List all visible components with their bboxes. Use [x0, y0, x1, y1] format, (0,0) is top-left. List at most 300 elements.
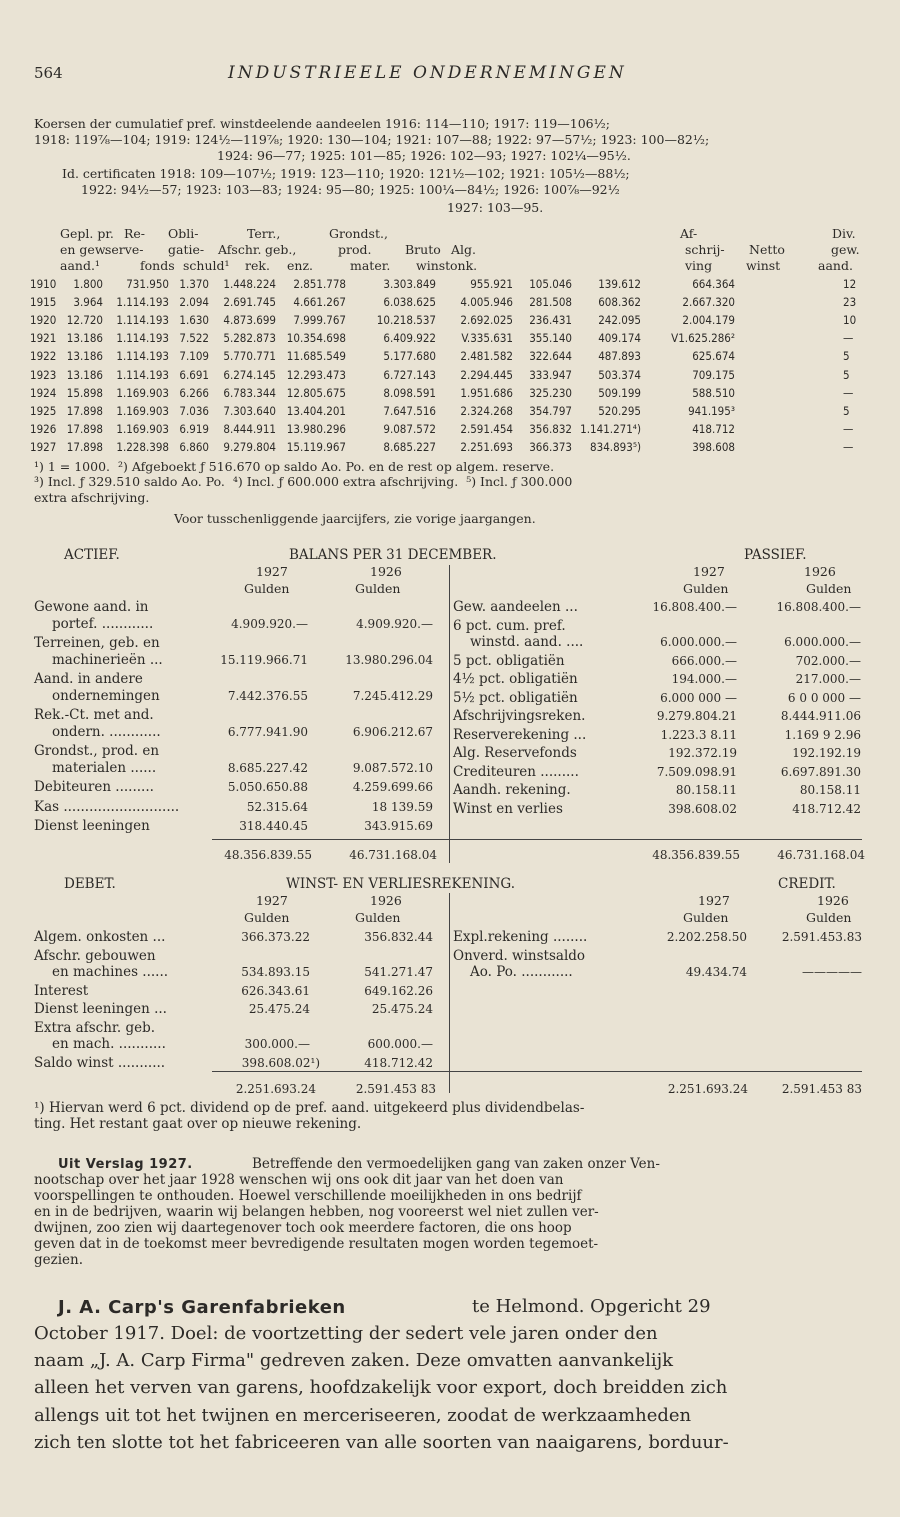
row-cell: 7.522	[179, 331, 209, 346]
winst-title: WINST- EN VERLIESREKENING.	[286, 876, 516, 892]
passief-1927: 6.000.000.—	[660, 635, 737, 649]
row-cell: —	[843, 439, 854, 454]
table-header-cell: Alg.	[451, 242, 476, 257]
table-header-cell: ving	[685, 258, 713, 273]
actief-1927: 15.119.966.71	[220, 652, 308, 667]
row-cell: 236.431	[529, 313, 572, 328]
row-cell: 6.919	[179, 421, 209, 436]
table-header-cell: onk.	[450, 258, 478, 273]
row-cell: 1.951.686	[460, 385, 513, 400]
table-header-cell: fonds	[140, 258, 175, 273]
debet-1927: 300.000.—	[244, 1037, 310, 1051]
passief-1927: 16.808.400.—	[652, 600, 737, 614]
passief-1927: 194.000.—	[671, 672, 737, 686]
row-cell: 1.630	[179, 313, 209, 328]
row-cell: 7.109	[179, 349, 209, 364]
actief-label: Debiteuren .........	[34, 779, 154, 795]
row-cell: 709.175	[692, 367, 735, 382]
table-header-cell: prod.	[338, 242, 372, 257]
row-cell: 6.266	[179, 385, 209, 400]
row-cell: 2.324.268	[460, 403, 513, 418]
actief-label: materialen ......	[52, 759, 157, 776]
table-header-cell: Re-	[124, 226, 146, 241]
passief-1927: 666.000.—	[671, 653, 737, 668]
row-cell: 608.362	[598, 295, 641, 310]
passief-label: Reserverekening ...	[453, 726, 587, 743]
row-cell: 625.674	[692, 349, 735, 364]
passief-1927: 398.608.02	[668, 801, 737, 816]
actief-1926: 9.087.572.10	[352, 760, 433, 775]
actief-label: ondernemingen	[52, 687, 160, 704]
row-cell: 5	[843, 367, 850, 382]
credit-total-1926: 2.591.453 83	[781, 1082, 862, 1096]
debet-label: Interest	[34, 982, 89, 999]
debet-1926: 25.475.24	[371, 1002, 433, 1016]
row-cell: 5.770.771	[223, 349, 276, 364]
actief-1926: 7.245.412.29	[352, 688, 433, 703]
table-header-cell: Grondst.,	[329, 226, 388, 241]
footnote-line: ¹) 1 = 1000. ²) Afgeboekt ƒ 516.670 op saldo Ao. Po. en de rest op algem. reserve.	[34, 459, 555, 474]
row-cell: 1.448.224	[223, 277, 276, 291]
year-label: 1926	[804, 564, 836, 579]
row-cell: 1.114.193	[116, 295, 169, 310]
row-year: 1910	[30, 277, 57, 291]
winst-footnote: ting. Het restant gaat over op nieuwe rekening.	[34, 1116, 362, 1132]
row-cell: 17.898	[66, 421, 103, 436]
table-header-cell: Div.	[832, 226, 856, 241]
row-cell: 17.898	[66, 403, 103, 418]
actief-1926: 4.259.699.66	[352, 780, 433, 794]
passief-1926: 418.712.42	[792, 801, 861, 816]
debet-label: Saldo winst ...........	[34, 1054, 166, 1071]
table-header-cell: Af-	[680, 226, 698, 241]
row-cell: —	[843, 331, 854, 346]
passief-label: 5 pct. obligatiën	[453, 652, 565, 669]
passief-1926: 8.444.911.06	[780, 709, 861, 723]
table-header-cell: schrij-	[685, 242, 725, 257]
row-cell: 1.169.903	[116, 421, 169, 436]
passief-1926: 217.000.—	[795, 672, 861, 686]
actief-1927: 7.442.376.55	[227, 688, 308, 703]
koersen-line: 1927: 103—95.	[447, 200, 544, 215]
debet-1926: 600.000.—	[367, 1037, 433, 1051]
passief-1926: 6 0 0 000 —	[787, 690, 861, 705]
passief-1926: 80.158.11	[799, 783, 861, 797]
passief-label: winstd. aand. ....	[470, 634, 584, 650]
row-cell: 520.295	[598, 403, 641, 418]
row-cell: 1.370	[179, 277, 209, 291]
row-cell: 139.612	[598, 277, 641, 291]
row-cell: 9.279.804	[223, 439, 276, 454]
row-year: 1926	[30, 421, 57, 436]
row-cell: 13.186	[66, 367, 103, 382]
row-year: 1921	[30, 331, 57, 346]
year-label: 1927	[693, 564, 725, 579]
row-year: 1924	[30, 385, 57, 400]
koersen-line: 1918: 119⅞—104; 1919: 124½—119⅞; 1920: 130—104; 1921: 107—88; 1922: 97—57½; 1923: 100—82½;	[34, 132, 710, 147]
row-cell: 6.274.145	[223, 367, 276, 382]
row-cell: 325.230	[529, 385, 572, 400]
table-header-cell: aand.	[818, 258, 853, 273]
actief-1927: 5.050.650.88	[227, 780, 308, 794]
footnote-line: extra afschrijving.	[34, 490, 150, 505]
row-cell: 23	[843, 295, 857, 310]
actief-label: machinerieën ...	[52, 651, 163, 668]
actief-1926: 13.980.296.04	[345, 652, 433, 667]
unit-label: Gulden	[683, 581, 729, 596]
actief-label: Dienst leeningen	[34, 818, 150, 834]
actief-total-1927: 48.356.839.55	[224, 848, 312, 862]
debet-1926: 418.712.42	[364, 1055, 433, 1070]
passief-label: Winst en verlies	[453, 800, 563, 817]
unit-label: Gulden	[244, 910, 290, 925]
debet-1927: 25.475.24	[248, 1002, 310, 1016]
actief-1927: 52.315.64	[246, 799, 308, 814]
passief-1927: 80.158.11	[675, 783, 737, 797]
passief-label: Gew. aandeelen ...	[453, 599, 578, 615]
row-cell: 8.098.591	[383, 385, 436, 400]
debet-1927: 626.343.61	[241, 983, 310, 998]
winst-left-title: DEBET.	[64, 876, 116, 892]
row-cell: 503.374	[598, 367, 641, 382]
koersen-line: Id. certificaten 1918: 109—107½; 1919: 123—110; 1920: 121½—102; 1921: 105½—88½;	[62, 166, 630, 181]
passief-label: 4½ pct. obligatiën	[453, 671, 578, 687]
winst-right-title: CREDIT.	[778, 876, 836, 892]
row-cell: 2.004.179	[682, 313, 735, 328]
row-cell: 2.691.745	[223, 295, 276, 310]
row-cell: 2.481.582	[460, 349, 513, 364]
row-cell: 12.293.473	[286, 367, 346, 382]
passief-label: 5½ pct. obligatiën	[453, 689, 578, 706]
row-cell: 1.228.398	[116, 439, 169, 454]
verslag-label: Uit Verslag 1927.	[58, 1157, 193, 1172]
row-cell: 398.608	[692, 439, 735, 454]
carp-line: allengs uit tot het twijnen en merceriseeren, zoodat de werkzaamheden	[34, 1405, 692, 1426]
actief-1926: 18 139.59	[371, 799, 433, 814]
row-cell: 5	[843, 403, 850, 418]
row-cell: 5.177.680	[383, 349, 436, 364]
table-header-cell: Afschr.	[218, 242, 262, 257]
actief-1926: 343.915.69	[364, 819, 433, 833]
row-cell: 1.800	[73, 277, 103, 291]
verslag-line: geven dat in de toekomst meer bevredigende resultaten mogen worden tegemoet-	[34, 1236, 599, 1252]
row-cell: 4.873.699	[223, 313, 276, 328]
row-cell: 333.947	[529, 367, 572, 382]
carp-line: alleen het verven van garens, hoofdzakelijk voor export, doch breidden zich	[34, 1377, 728, 1398]
credit-1927: 2.202.258.50	[666, 930, 747, 944]
row-cell: 356.832	[529, 421, 572, 436]
row-cell: 15.119.967	[286, 439, 346, 454]
unit-label: Gulden	[683, 910, 729, 925]
row-cell: 105.046	[529, 277, 572, 291]
actief-1927: 8.685.227.42	[227, 760, 308, 775]
table-header-cell: Netto	[749, 242, 785, 257]
passief-label: 6 pct. cum. pref.	[453, 617, 566, 634]
unit-label: Gulden	[244, 581, 290, 596]
row-cell: 664.364	[692, 277, 735, 291]
credit-label: Onverd. winstsaldo	[453, 947, 586, 964]
row-cell: 281.508	[529, 295, 572, 310]
row-cell: 9.087.572	[383, 421, 436, 436]
row-cell: 10.354.698	[286, 331, 346, 346]
row-cell: 17.898	[66, 439, 103, 454]
passief-1927: 6.000 000 —	[660, 690, 737, 705]
table-header-cell: mater.	[350, 258, 391, 273]
row-cell: 1.141.271⁴)	[580, 421, 641, 436]
passief-label: Afschrijvingsreken.	[453, 708, 586, 724]
debet-1926: 649.162.26	[364, 983, 433, 998]
winst-footnote: ¹) Hiervan werd 6 pct. dividend op de pref. aand. uitgekeerd plus dividendbelas-	[34, 1100, 585, 1116]
row-cell: 2.667.320	[682, 295, 735, 310]
row-cell: 3.964	[73, 295, 103, 310]
row-cell: 1.169.903	[116, 385, 169, 400]
passief-1927: 192.372.19	[668, 746, 737, 760]
row-cell: 3.303.849	[383, 277, 436, 291]
row-cell: 242.095	[598, 313, 641, 328]
row-cell: 588.510	[692, 385, 735, 400]
table-header-cell: gatie-	[168, 242, 205, 257]
row-cell: 354.797	[529, 403, 572, 418]
year-label: 1927	[698, 893, 730, 908]
row-year: 1923	[30, 367, 57, 382]
debet-1927: 366.373.22	[241, 930, 310, 944]
table-header-cell: geb.,	[265, 242, 297, 257]
balans-center-line	[449, 565, 450, 863]
row-year: 1927	[30, 439, 57, 454]
carp-line: zich ten slotte tot het fabriceeren van alle soorten van naaigarens, borduur-	[34, 1432, 729, 1453]
year-label: 1927	[256, 564, 288, 579]
credit-1927: 49.434.74	[685, 965, 747, 979]
passief-label: Aandh. rekening.	[453, 782, 571, 798]
row-year: 1922	[30, 349, 57, 364]
actief-label: Grondst., prod. en	[34, 743, 160, 759]
row-cell: 6.691	[179, 367, 209, 382]
row-cell: —	[843, 421, 854, 436]
row-cell: —	[843, 385, 854, 400]
footnote-line: ³) Incl. ƒ 329.510 saldo Ao. Po. ⁴) Incl. ƒ 600.000 extra afschrijving. ⁵) Incl. ƒ 300.000	[34, 474, 573, 489]
row-cell: 7.036	[179, 403, 209, 418]
debet-1926: 356.832.44	[364, 930, 433, 944]
koersen-line: 1922: 94½—57; 1923: 103—83; 1924: 95—80; 1925: 100¼—84½; 1926: 100⅞—92½	[81, 182, 620, 197]
balans-right-title: PASSIEF.	[744, 547, 807, 563]
table-header-cell: Terr.,	[247, 226, 281, 241]
year-label: 1927	[256, 893, 288, 908]
carp-line: te Helmond. Opgericht 29	[472, 1296, 711, 1317]
table-header-cell: Gepl. pr.	[60, 226, 114, 241]
row-cell: 418.712	[692, 421, 735, 436]
passief-label: Alg. Reservefonds	[453, 745, 577, 761]
row-cell: 6.038.625	[383, 295, 436, 310]
row-cell: 1.114.193	[116, 331, 169, 346]
actief-1927: 318.440.45	[239, 819, 308, 833]
unit-label: Gulden	[806, 581, 852, 596]
credit-total-1927: 2.251.693.24	[667, 1082, 748, 1096]
row-cell: 955.921	[470, 277, 513, 291]
row-cell: 1.114.193	[116, 367, 169, 382]
debet-label: en machines ......	[52, 964, 169, 980]
row-cell: V.335.631	[461, 331, 513, 346]
row-cell: 834.893⁵)	[590, 439, 641, 454]
year-label: 1926	[370, 564, 402, 579]
passief-1926: 6.697.891.30	[780, 764, 861, 779]
actief-1926: 4.909.920.—	[356, 616, 433, 631]
table-header-cell: rek.	[245, 258, 270, 273]
row-cell: 355.140	[529, 331, 572, 346]
koersen-line: Koersen der cumulatief pref. winstdeelende aandeelen 1916: 114—110; 1917: 119—106½;	[34, 116, 610, 131]
passief-total-1927: 48.356.839.55	[652, 848, 740, 862]
year-label: 1926	[817, 893, 849, 908]
table-header-cell: winst	[416, 258, 451, 273]
actief-label: ondern. ............	[52, 723, 161, 740]
actief-total-rule	[212, 839, 862, 840]
row-cell: 731.950	[126, 277, 169, 291]
debet-label: Dienst leeningen ...	[34, 1001, 167, 1017]
actief-label: Gewone aand. in	[34, 599, 149, 615]
running-title: INDUSTRIEELE ONDERNEMINGEN	[228, 63, 627, 83]
passief-1926: 1.169 9 2.96	[784, 727, 861, 742]
debet-total-1927: 2.251.693.24	[235, 1082, 316, 1096]
debet-label: Algem. onkosten ...	[34, 929, 166, 945]
row-cell: 5.282.873	[223, 331, 276, 346]
passief-1927: 1.223.3 8.11	[660, 727, 737, 742]
credit-1926: —————	[802, 965, 862, 979]
row-cell: V1.625.286²	[671, 331, 735, 346]
row-cell: 12	[843, 277, 857, 291]
unit-label: Gulden	[806, 910, 852, 925]
row-cell: 2.692.025	[460, 313, 513, 328]
row-cell: 13.404.201	[286, 403, 346, 418]
table-header-cell: winst	[746, 258, 781, 273]
year-label: 1926	[370, 893, 402, 908]
carp-line: naam „J. A. Carp Firma" gedreven zaken. Deze omvatten aanvankelijk	[34, 1350, 674, 1371]
passief-1927: 7.509.098.91	[656, 764, 737, 779]
row-cell: 941.195³	[688, 403, 735, 418]
passief-1926: 702.000.—	[795, 653, 861, 668]
carp-line: October 1917. Doel: de voortzetting der sedert vele jaren onder den	[34, 1323, 658, 1344]
passief-1926: 6.000.000.—	[784, 635, 861, 649]
row-cell: 6.409.922	[383, 331, 436, 346]
actief-label: Terreinen, geb. en	[34, 635, 160, 651]
debet-1927: 534.893.15	[241, 965, 310, 979]
balans-title: BALANS PER 31 DECEMBER.	[289, 547, 497, 563]
actief-label: portef. ............	[52, 615, 154, 632]
row-cell: 8.685.227	[383, 439, 436, 454]
passief-1926: 16.808.400.—	[776, 600, 861, 614]
credit-label: Expl.rekening ........	[453, 929, 588, 945]
row-cell: 2.294.445	[460, 367, 513, 382]
verslag-line: en in de bedrijven, waarin wij belangen hebben, nog vooreerst wel niet zullen ver-	[34, 1204, 599, 1220]
row-cell: 1.114.193	[116, 313, 169, 328]
passief-1926: 192.192.19	[792, 746, 861, 760]
koersen-line: 1924: 96—77; 1925: 101—85; 1926: 102—93; 1927: 102¼—95½.	[217, 148, 631, 163]
table-header-cell: Obli-	[168, 226, 199, 241]
row-cell: 6.783.344	[223, 385, 276, 400]
actief-label: Kas ...........................	[34, 798, 180, 815]
row-year: 1915	[30, 295, 57, 310]
row-cell: 10.218.537	[376, 313, 436, 328]
row-cell: 8.444.911	[223, 421, 276, 436]
table-note: Voor tusschenliggende jaarcijfers, zie vorige jaargangen.	[174, 511, 536, 526]
row-cell: 11.685.549	[286, 349, 346, 364]
actief-1927: 4.909.920.—	[231, 616, 308, 631]
row-cell: 2.851.778	[293, 277, 346, 291]
verslag-line: gezien.	[34, 1252, 84, 1268]
row-cell: 7.999.767	[293, 313, 346, 328]
row-cell: 13.186	[66, 331, 103, 346]
row-cell: 2.251.693	[460, 439, 513, 454]
row-cell: 487.893	[598, 349, 641, 364]
verslag-line: voorspellingen te onthouden. Hoewel verschillende moeilijkheden in ons bedrijf	[34, 1188, 582, 1204]
row-cell: 15.898	[66, 385, 103, 400]
debet-1927: 398.608.02¹)	[241, 1055, 320, 1070]
table-header-cell: en gew.	[60, 242, 109, 257]
row-cell: 4.661.267	[293, 295, 346, 310]
debet-1926: 541.271.47	[364, 965, 433, 979]
row-cell: 12.805.675	[286, 385, 346, 400]
unit-label: Gulden	[355, 581, 401, 596]
table-header-cell: aand.¹	[60, 258, 100, 273]
row-year: 1925	[30, 403, 57, 418]
debet-label: Afschr. gebouwen	[34, 947, 156, 964]
page-number: 564	[34, 64, 63, 82]
row-cell: 2.591.454	[460, 421, 513, 436]
passief-label: Crediteuren .........	[453, 763, 579, 780]
company-name: J. A. Carp's Garenfabrieken	[58, 1297, 346, 1318]
debet-label: Extra afschr. geb.	[34, 1019, 156, 1036]
actief-label: Aand. in andere	[34, 671, 143, 687]
row-cell: 10	[843, 313, 857, 328]
table-header-cell: enz.	[287, 258, 314, 273]
unit-label: Gulden	[355, 910, 401, 925]
verslag-line: nootschap over het jaar 1928 wenschen wij ons ook dit jaar van het doen van	[34, 1172, 564, 1188]
row-cell: 12.720	[66, 313, 103, 328]
row-year: 1920	[30, 313, 57, 328]
row-cell: 2.094	[179, 295, 209, 310]
row-cell: 7.303.640	[223, 403, 276, 418]
verslag-line: Betreffende den vermoedelijken gang van zaken onzer Ven-	[252, 1156, 660, 1172]
actief-total-1926: 46.731.168.04	[349, 848, 437, 862]
table-header-cell: Bruto	[405, 242, 441, 257]
winst-total-rule	[212, 1071, 862, 1072]
row-cell: 409.174	[598, 331, 641, 346]
table-header-cell: serve-	[105, 242, 144, 257]
row-cell: 13.186	[66, 349, 103, 364]
row-cell: 7.647.516	[383, 403, 436, 418]
row-cell: 509.199	[598, 385, 641, 400]
verslag-line: dwijnen, zoo zien wij daartegenover toch ook meerdere factoren, die ons hoop	[34, 1220, 572, 1236]
credit-label: Ao. Po. ............	[470, 964, 573, 980]
table-header-cell: gew.	[831, 242, 860, 257]
winst-center-line	[449, 893, 450, 1093]
row-cell: 6.727.143	[383, 367, 436, 382]
passief-1927: 9.279.804.21	[656, 709, 737, 723]
actief-1927: 6.777.941.90	[227, 724, 308, 739]
actief-1926: 6.906.212.67	[352, 724, 433, 739]
row-cell: 5	[843, 349, 850, 364]
row-cell: 6.860	[179, 439, 209, 454]
row-cell: 1.169.903	[116, 403, 169, 418]
row-cell: 13.980.296	[286, 421, 346, 436]
row-cell: 366.373	[529, 439, 572, 454]
debet-total-1926: 2.591.453 83	[355, 1082, 436, 1096]
debet-label: en mach. ...........	[52, 1036, 166, 1052]
credit-1926: 2.591.453.83	[781, 930, 862, 944]
row-cell: 1.114.193	[116, 349, 169, 364]
actief-label: Rek.-Ct. met and.	[34, 707, 154, 723]
balans-left-title: ACTIEF.	[64, 547, 120, 563]
table-header-cell: schuld¹	[183, 258, 230, 273]
passief-total-1926: 46.731.168.04	[777, 848, 865, 862]
